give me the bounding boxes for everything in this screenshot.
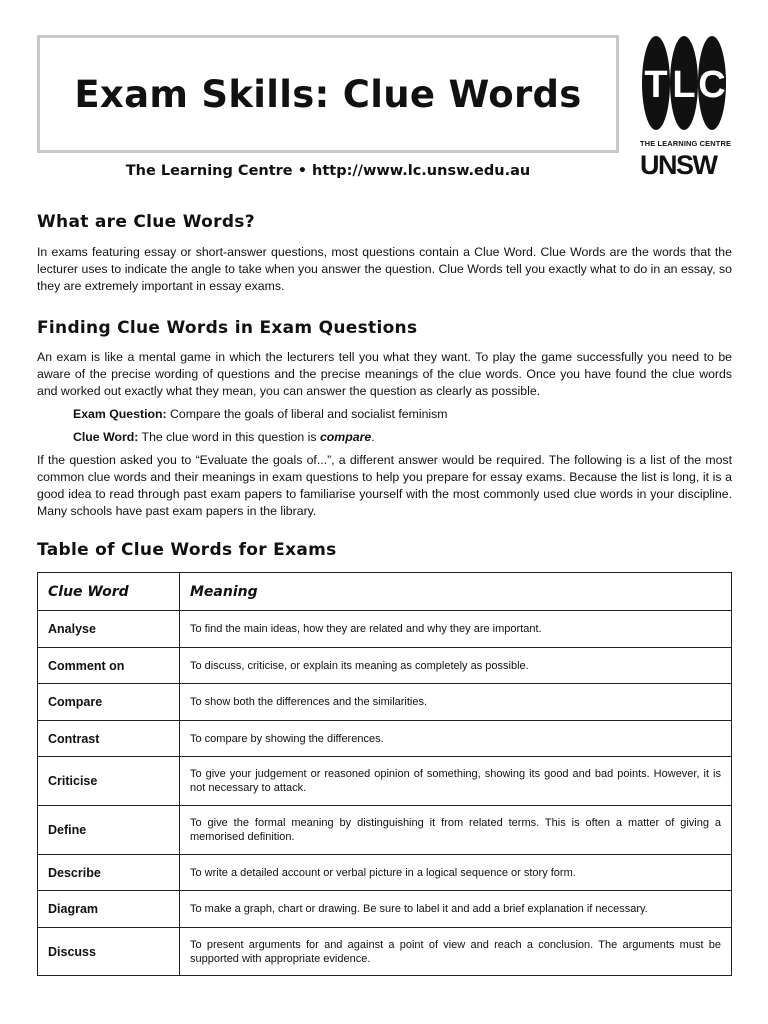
clue-word-example (37, 429, 732, 446)
heading-what-are-clue-words: What are Clue Words? (37, 212, 255, 232)
clue-word-cell: Contrast (38, 721, 180, 757)
clue-word-text: The clue word in this question is (138, 430, 320, 445)
meaning-cell: To make a graph, chart or drawing. Be sure to label it and add a brief explanation if necessary. (180, 891, 732, 928)
table-row (38, 721, 732, 757)
clue-word-label: Clue Word: (73, 430, 139, 445)
evaluate-paragraph: If the question asked you to “Evaluate the goals of...”, a different answer would be required. The following is a list of the most common clue words and their meanings in exam questions to help you prepare for essay exams. Because the list is long, it is a good idea to read through past exam papers to familiarise yourself with the most commonly used clue words in your discipline. Many schools have past exam papers in the library. (37, 452, 732, 519)
exam-question-text: Compare the goals of liberal and socialist feminism (166, 407, 448, 422)
table-row (38, 757, 732, 806)
exam-game-paragraph: An exam is like a mental game in which the lecturers tell you what they want. To play the game successfully you need to be aware of the precise wording of questions and the precise meanings of the clue words. Once you have found the clue words and worked out exactly what they mean, you can answer the question as clearly as possible. (37, 349, 732, 399)
logo-caption: THE LEARNING CENTRE (640, 139, 732, 148)
table-row (38, 684, 732, 721)
logo-letter-c: C (698, 64, 726, 106)
clue-word-cell: Compare (38, 684, 180, 721)
meaning-cell: To write a detailed account or verbal picture in a logical sequence or story form. (180, 855, 732, 891)
table-row (38, 611, 732, 648)
content (37, 205, 732, 976)
clue-word-end: . (371, 430, 375, 445)
table-row (38, 855, 732, 891)
meaning-cell: To present arguments for and against a point of view and reach a conclusion. The arguments must be supported with appropriate evidence. (180, 928, 732, 976)
clue-word-cell: Criticise (38, 757, 180, 806)
table-row (38, 806, 732, 855)
column-header-clue-word: Clue Word (38, 573, 180, 611)
heading-finding-clue-words: Finding Clue Words in Exam Questions (37, 317, 418, 338)
meaning-cell: To give the formal meaning by distinguishing it from related terms. This is often a matter of giving a memorised definition. (180, 806, 732, 855)
table-row (38, 648, 732, 684)
meaning-cell: To compare by showing the differences. (180, 721, 732, 757)
table-header-row (38, 573, 732, 611)
table-row (38, 891, 732, 928)
subtitle: The Learning Centre • http://www.lc.unsw.edu.au (125, 163, 531, 179)
clue-word-cell: Comment on (38, 648, 180, 684)
heading-table-of-clue-words: Table of Clue Words for Exams (37, 540, 337, 561)
clue-words-table (37, 572, 732, 976)
unsw-logo-text: UNSW (640, 150, 717, 180)
meaning-cell: To give your judgement or reasoned opinion of something, showing its good and bad points. However, it is not necessary to attack. (180, 757, 732, 806)
meaning-cell: To find the main ideas, how they are related and why they are important. (180, 611, 732, 648)
exam-question-example (37, 406, 732, 423)
clue-word-cell: Discuss (38, 928, 180, 976)
table-row (38, 928, 732, 976)
clue-word-emphasis: compare (319, 430, 372, 445)
clue-word-cell: Describe (38, 855, 180, 891)
meaning-cell: To discuss, criticise, or explain its meaning as completely as possible. (180, 648, 732, 684)
clue-word-cell: Define (38, 806, 180, 855)
clue-word-cell: Analyse (38, 611, 180, 648)
logo-letter-t: T (644, 64, 668, 106)
exam-question-label: Exam Question: (73, 407, 167, 422)
page-title: Exam Skills: Clue Words (74, 72, 582, 116)
intro-paragraph: In exams featuring essay or short-answer questions, most questions contain a Clue Word. Clue Words are the words that the lecturer uses to indicate the angle to take when you answer the question. Clue Words tell you exactly what to do in an essay, so they are extremely important in essay exams. (37, 245, 732, 294)
title-box (37, 35, 619, 153)
clue-word-cell: Diagram (38, 891, 180, 928)
logo-letter-l: L (672, 64, 696, 106)
meaning-cell: To show both the differences and the similarities. (180, 684, 732, 721)
column-header-meaning: Meaning (180, 573, 732, 611)
